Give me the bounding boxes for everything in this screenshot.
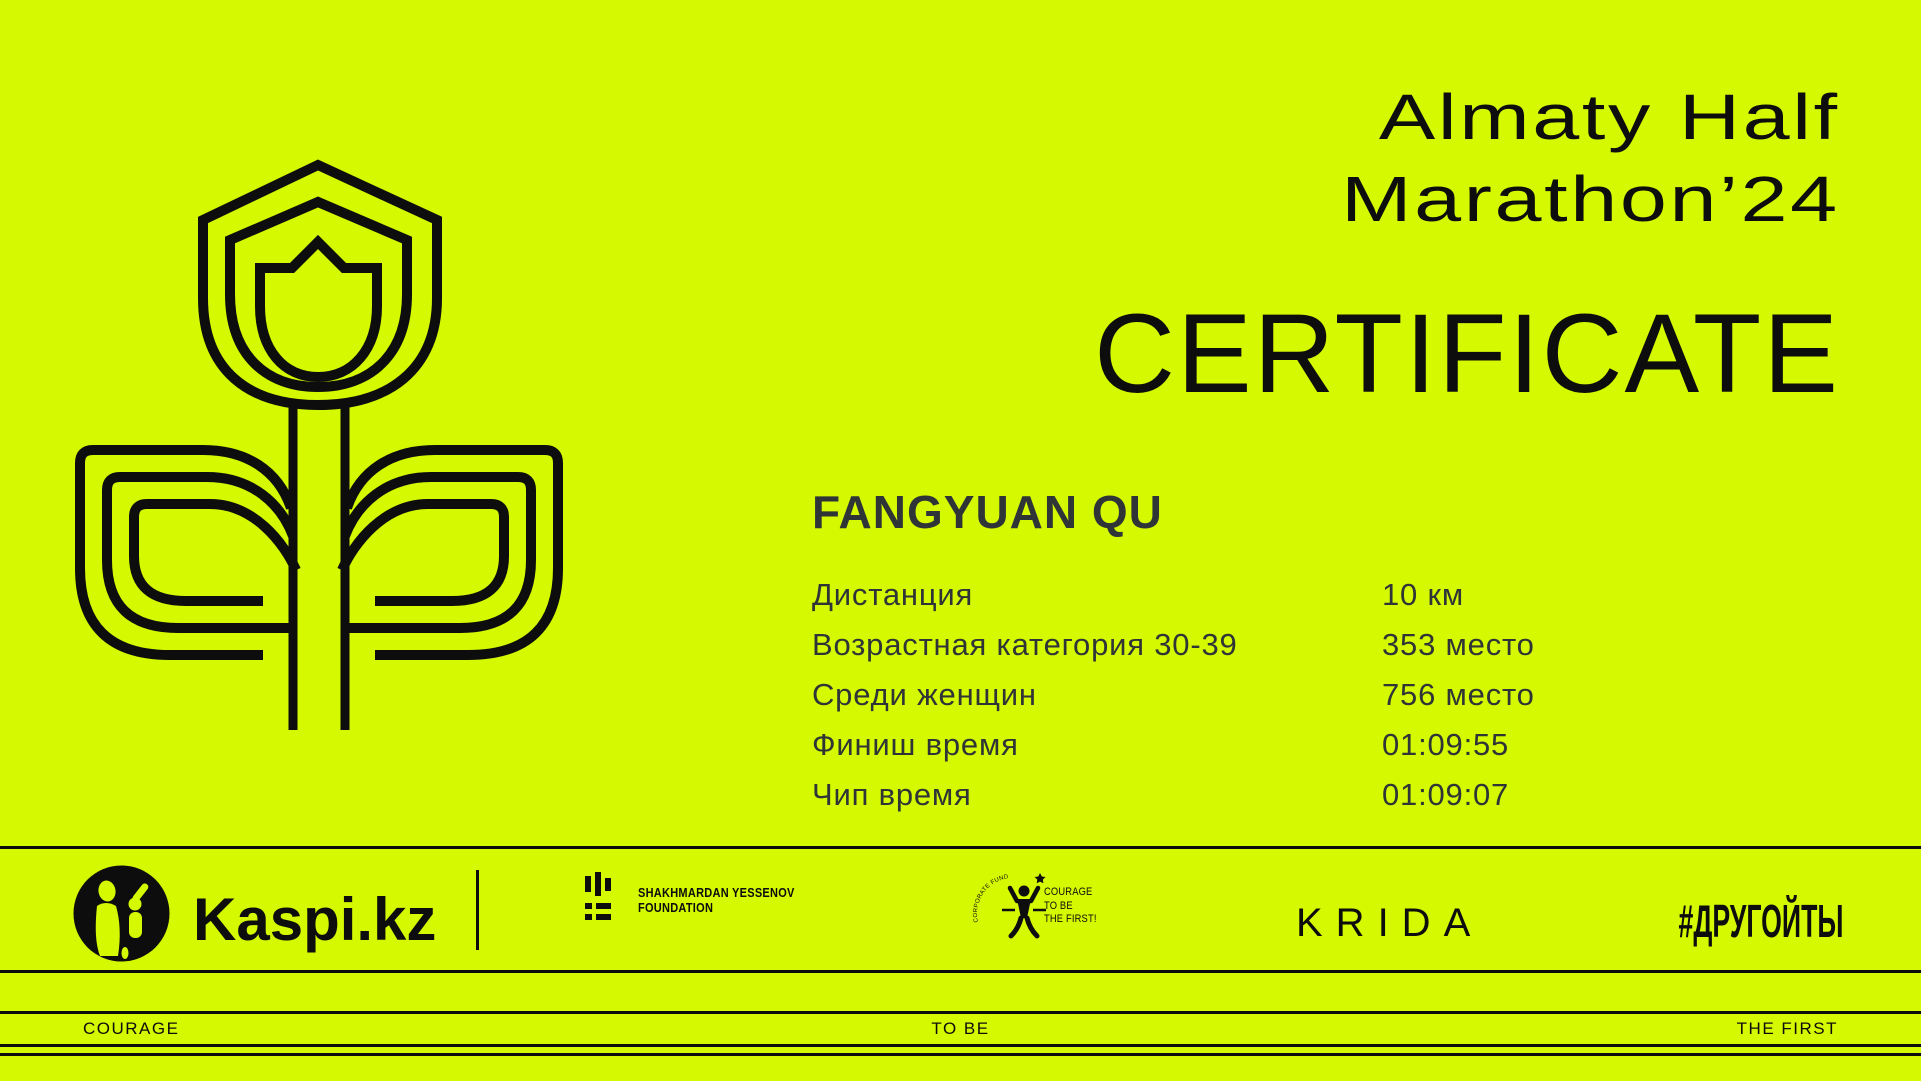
result-label: Среди женщин xyxy=(812,677,1037,712)
footer-middle-border xyxy=(0,1044,1921,1047)
result-value: 10 км xyxy=(1382,577,1464,612)
footer-bottom-border xyxy=(0,1053,1921,1056)
kaspi-logo-icon xyxy=(73,865,170,962)
certificate-heading: CERTIFICATE xyxy=(1094,291,1840,416)
result-value: 353 место xyxy=(1382,627,1535,662)
yessenov-foundation-icon xyxy=(585,869,613,925)
participant-name: FANGYUAN QU xyxy=(812,486,1163,538)
result-row-age-category xyxy=(812,620,1572,670)
partner-bar-top-border xyxy=(0,846,1921,849)
result-row-distance xyxy=(812,570,1572,620)
kaspi-logo-text: Kaspi.kz xyxy=(193,886,437,953)
courage-line1: COURAGE xyxy=(1044,886,1093,898)
courage-line2: TO BE xyxy=(1044,899,1073,912)
event-title-line2: Marathon’24 xyxy=(1341,163,1840,235)
result-row-among-women xyxy=(812,670,1572,720)
yessenov-line2: FOUNDATION xyxy=(638,901,714,915)
result-row-chip-time xyxy=(812,770,1572,820)
footer-the-first-label: THE FIRST xyxy=(1736,1019,1838,1038)
result-value: 01:09:55 xyxy=(1382,727,1510,762)
result-label: Возрастная категория 30-39 xyxy=(812,627,1238,662)
result-label: Финиш время xyxy=(812,727,1019,762)
result-value: 01:09:07 xyxy=(1382,777,1510,812)
result-label: Чип время xyxy=(812,777,972,812)
result-label: Дистанция xyxy=(812,577,974,612)
footer-courage-label: COURAGE xyxy=(83,1019,180,1038)
courage-slogan xyxy=(1044,886,1097,927)
partner-bar-bottom-border xyxy=(0,970,1921,973)
result-row-finish-time xyxy=(812,720,1572,770)
event-title-line1: Almaty Half xyxy=(1379,81,1840,153)
partner-divider xyxy=(476,870,479,950)
krida-logo-text: KRIDA xyxy=(1296,901,1484,945)
svg-text:CORPORATE FUND xyxy=(973,874,1009,923)
results-table xyxy=(812,570,1572,820)
tulip-logo-icon xyxy=(60,150,580,740)
courage-arc-text: CORPORATE FUND xyxy=(973,874,1010,923)
footer-top-border xyxy=(0,1011,1921,1014)
hashtag-text: #ДРУГОЙТЫ xyxy=(1677,895,1843,947)
footer-to-be-label: TO BE xyxy=(931,1019,990,1038)
yessenov-line1: SHAKHMARDAN YESSENOV xyxy=(638,886,795,900)
yessenov-foundation-text xyxy=(638,886,795,916)
event-title xyxy=(1341,76,1840,240)
result-value: 756 место xyxy=(1382,677,1535,712)
courage-line3: THE FIRST! xyxy=(1044,913,1097,925)
